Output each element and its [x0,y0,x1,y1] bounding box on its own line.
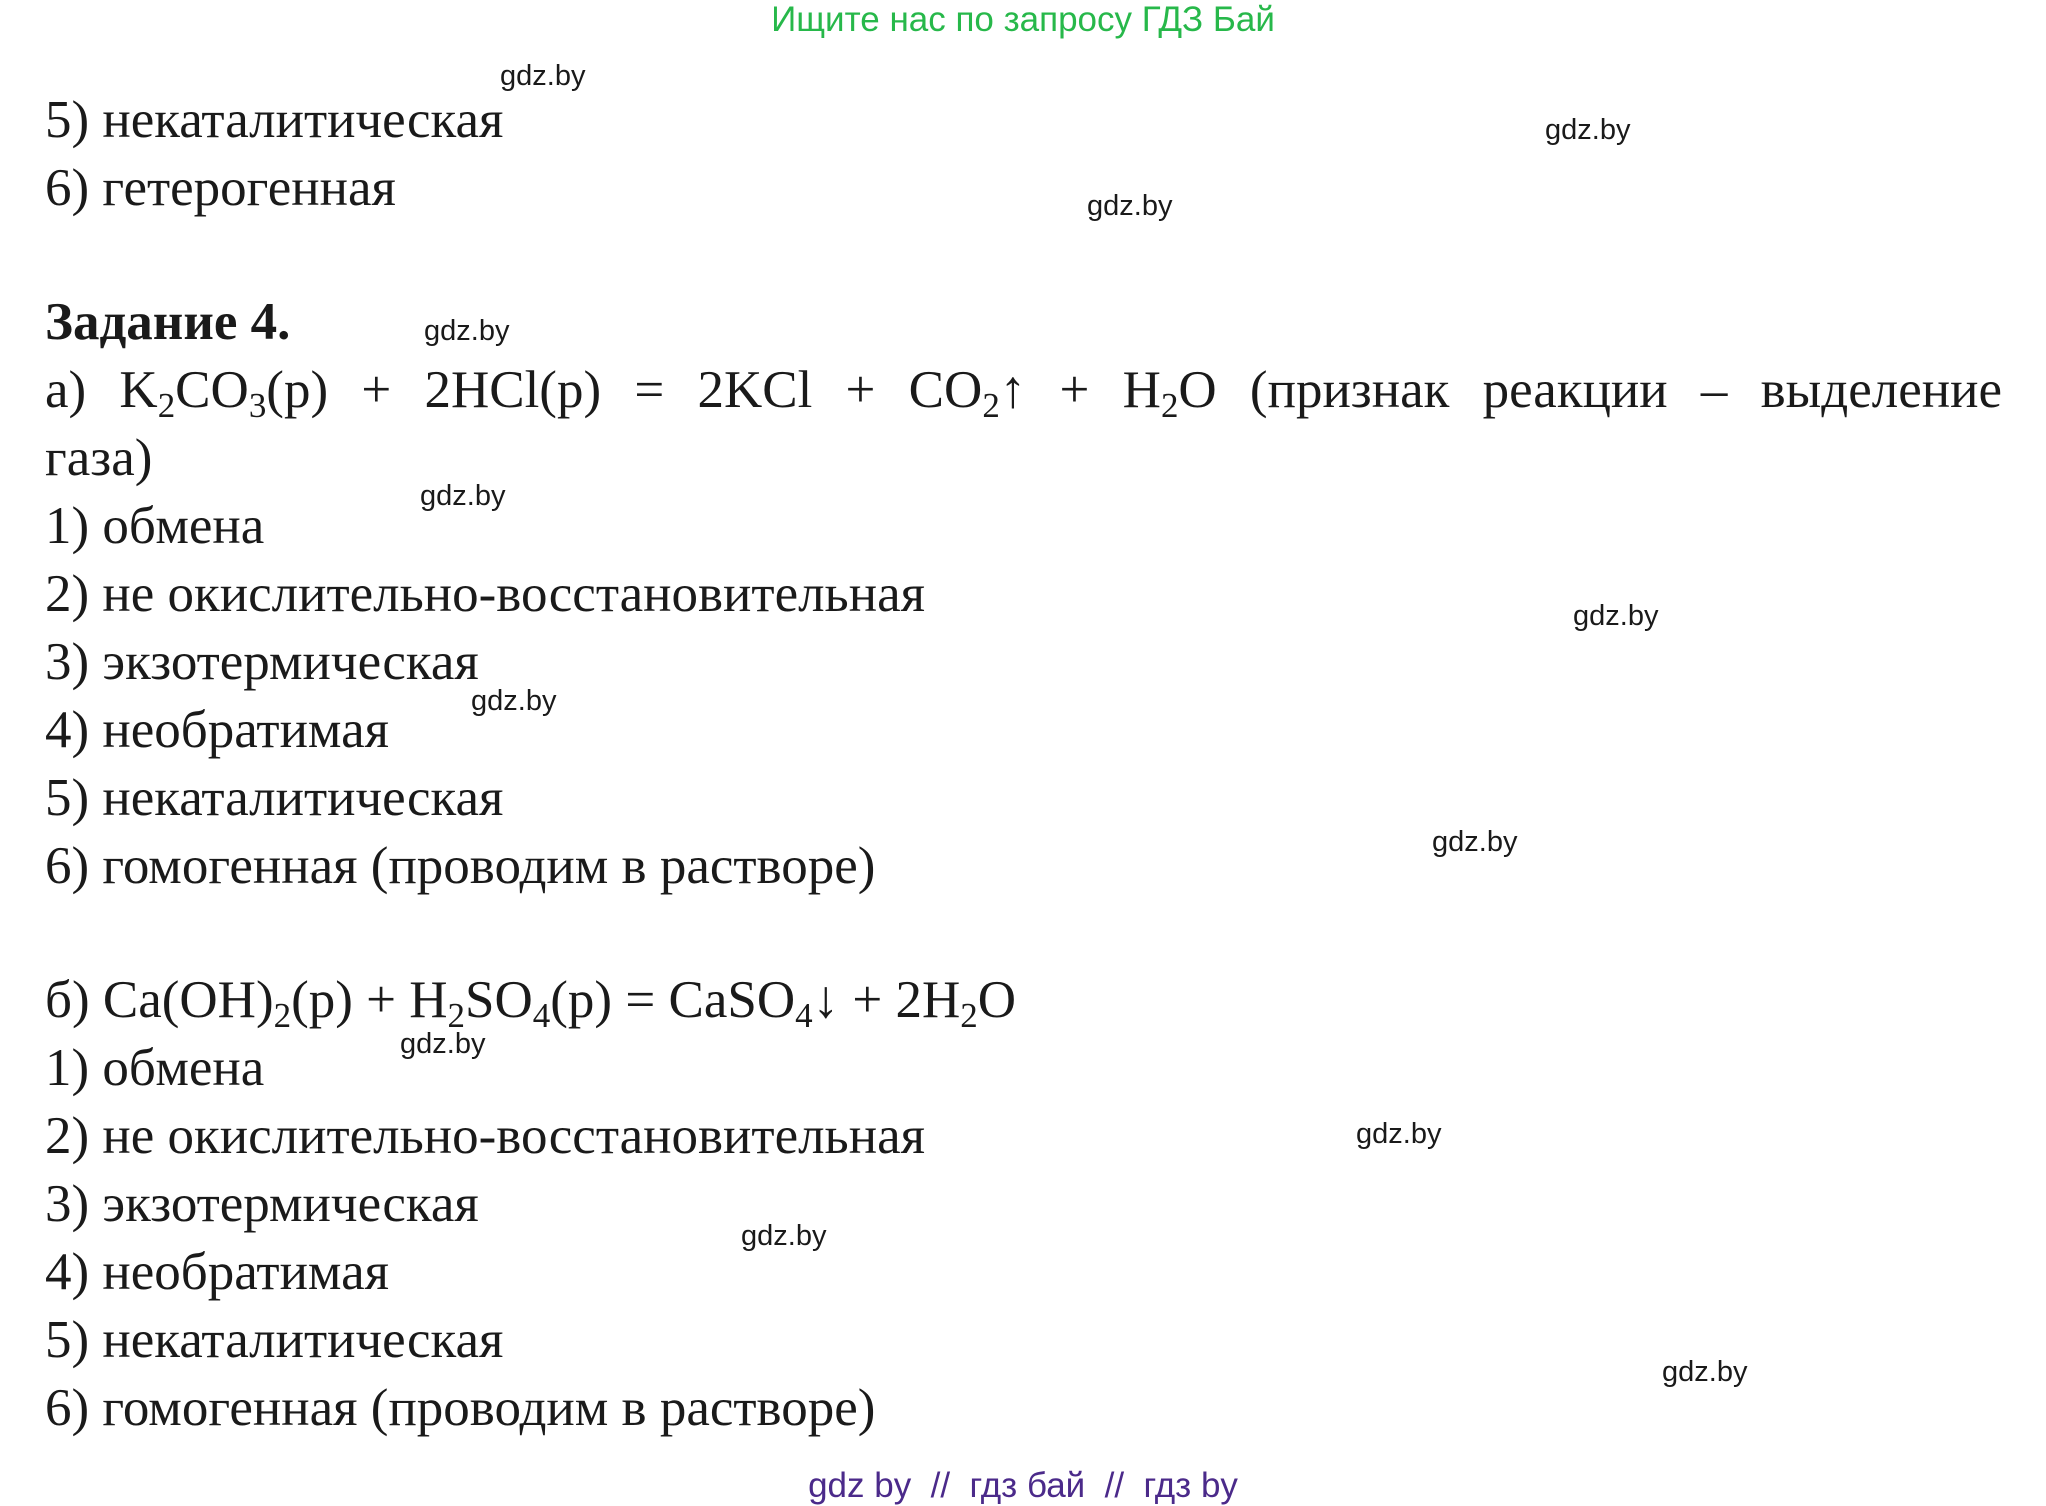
list-item: 3) экзотермическая [45,1175,479,1233]
equation-a: а) K2CO3(р) + 2HCl(р) = 2KCl + CO2↑ + H2O (признак реакции – выделение [45,361,2002,425]
list-item: 5) некаталитическая [45,769,504,827]
list-item: 5) некаталитическая [45,1311,504,1369]
task-title: Задание 4. [45,293,291,351]
list-item: 6) гомогенная (проводим в растворе) [45,837,876,895]
list-item: 4) необратимая [45,701,390,759]
list-item: 6) гомогенная (проводим в растворе) [45,1379,876,1437]
watermark: gdz.by [420,480,506,512]
list-item: 4) необратимая [45,1243,390,1301]
watermark: gdz.by [1662,1356,1748,1388]
watermark: gdz.by [471,685,557,717]
list-item: 3) экзотермическая [45,633,479,691]
watermark: gdz.by [400,1028,486,1060]
watermark: gdz.by [500,60,586,92]
equation-a-continuation: газа) [45,429,153,487]
watermark: gdz.by [741,1220,827,1252]
watermark: gdz.by [1432,826,1518,858]
list-item: 6) гетерогенная [45,159,396,217]
list-item: 2) не окислительно-восстановительная [45,565,925,623]
watermark: gdz.by [1545,114,1631,146]
list-item: 1) обмена [45,1039,265,1097]
equation-b: б) Ca(OH)2(р) + H2SO4(р) = CaSO4↓ + 2H2O [45,971,1017,1035]
site-banner: Ищите нас по запросу ГДЗ Бай [771,0,1275,39]
list-item: 2) не окислительно-восстановительная [45,1107,925,1165]
watermark: gdz.by [424,315,510,347]
watermark: gdz.by [1573,600,1659,632]
list-item: 5) некаталитическая [45,91,504,149]
list-item: 1) обмена [45,497,265,555]
footer-banner: gdz by // гдз бай // гдз by [808,1466,1238,1505]
watermark: gdz.by [1356,1118,1442,1150]
watermark: gdz.by [1087,190,1173,222]
